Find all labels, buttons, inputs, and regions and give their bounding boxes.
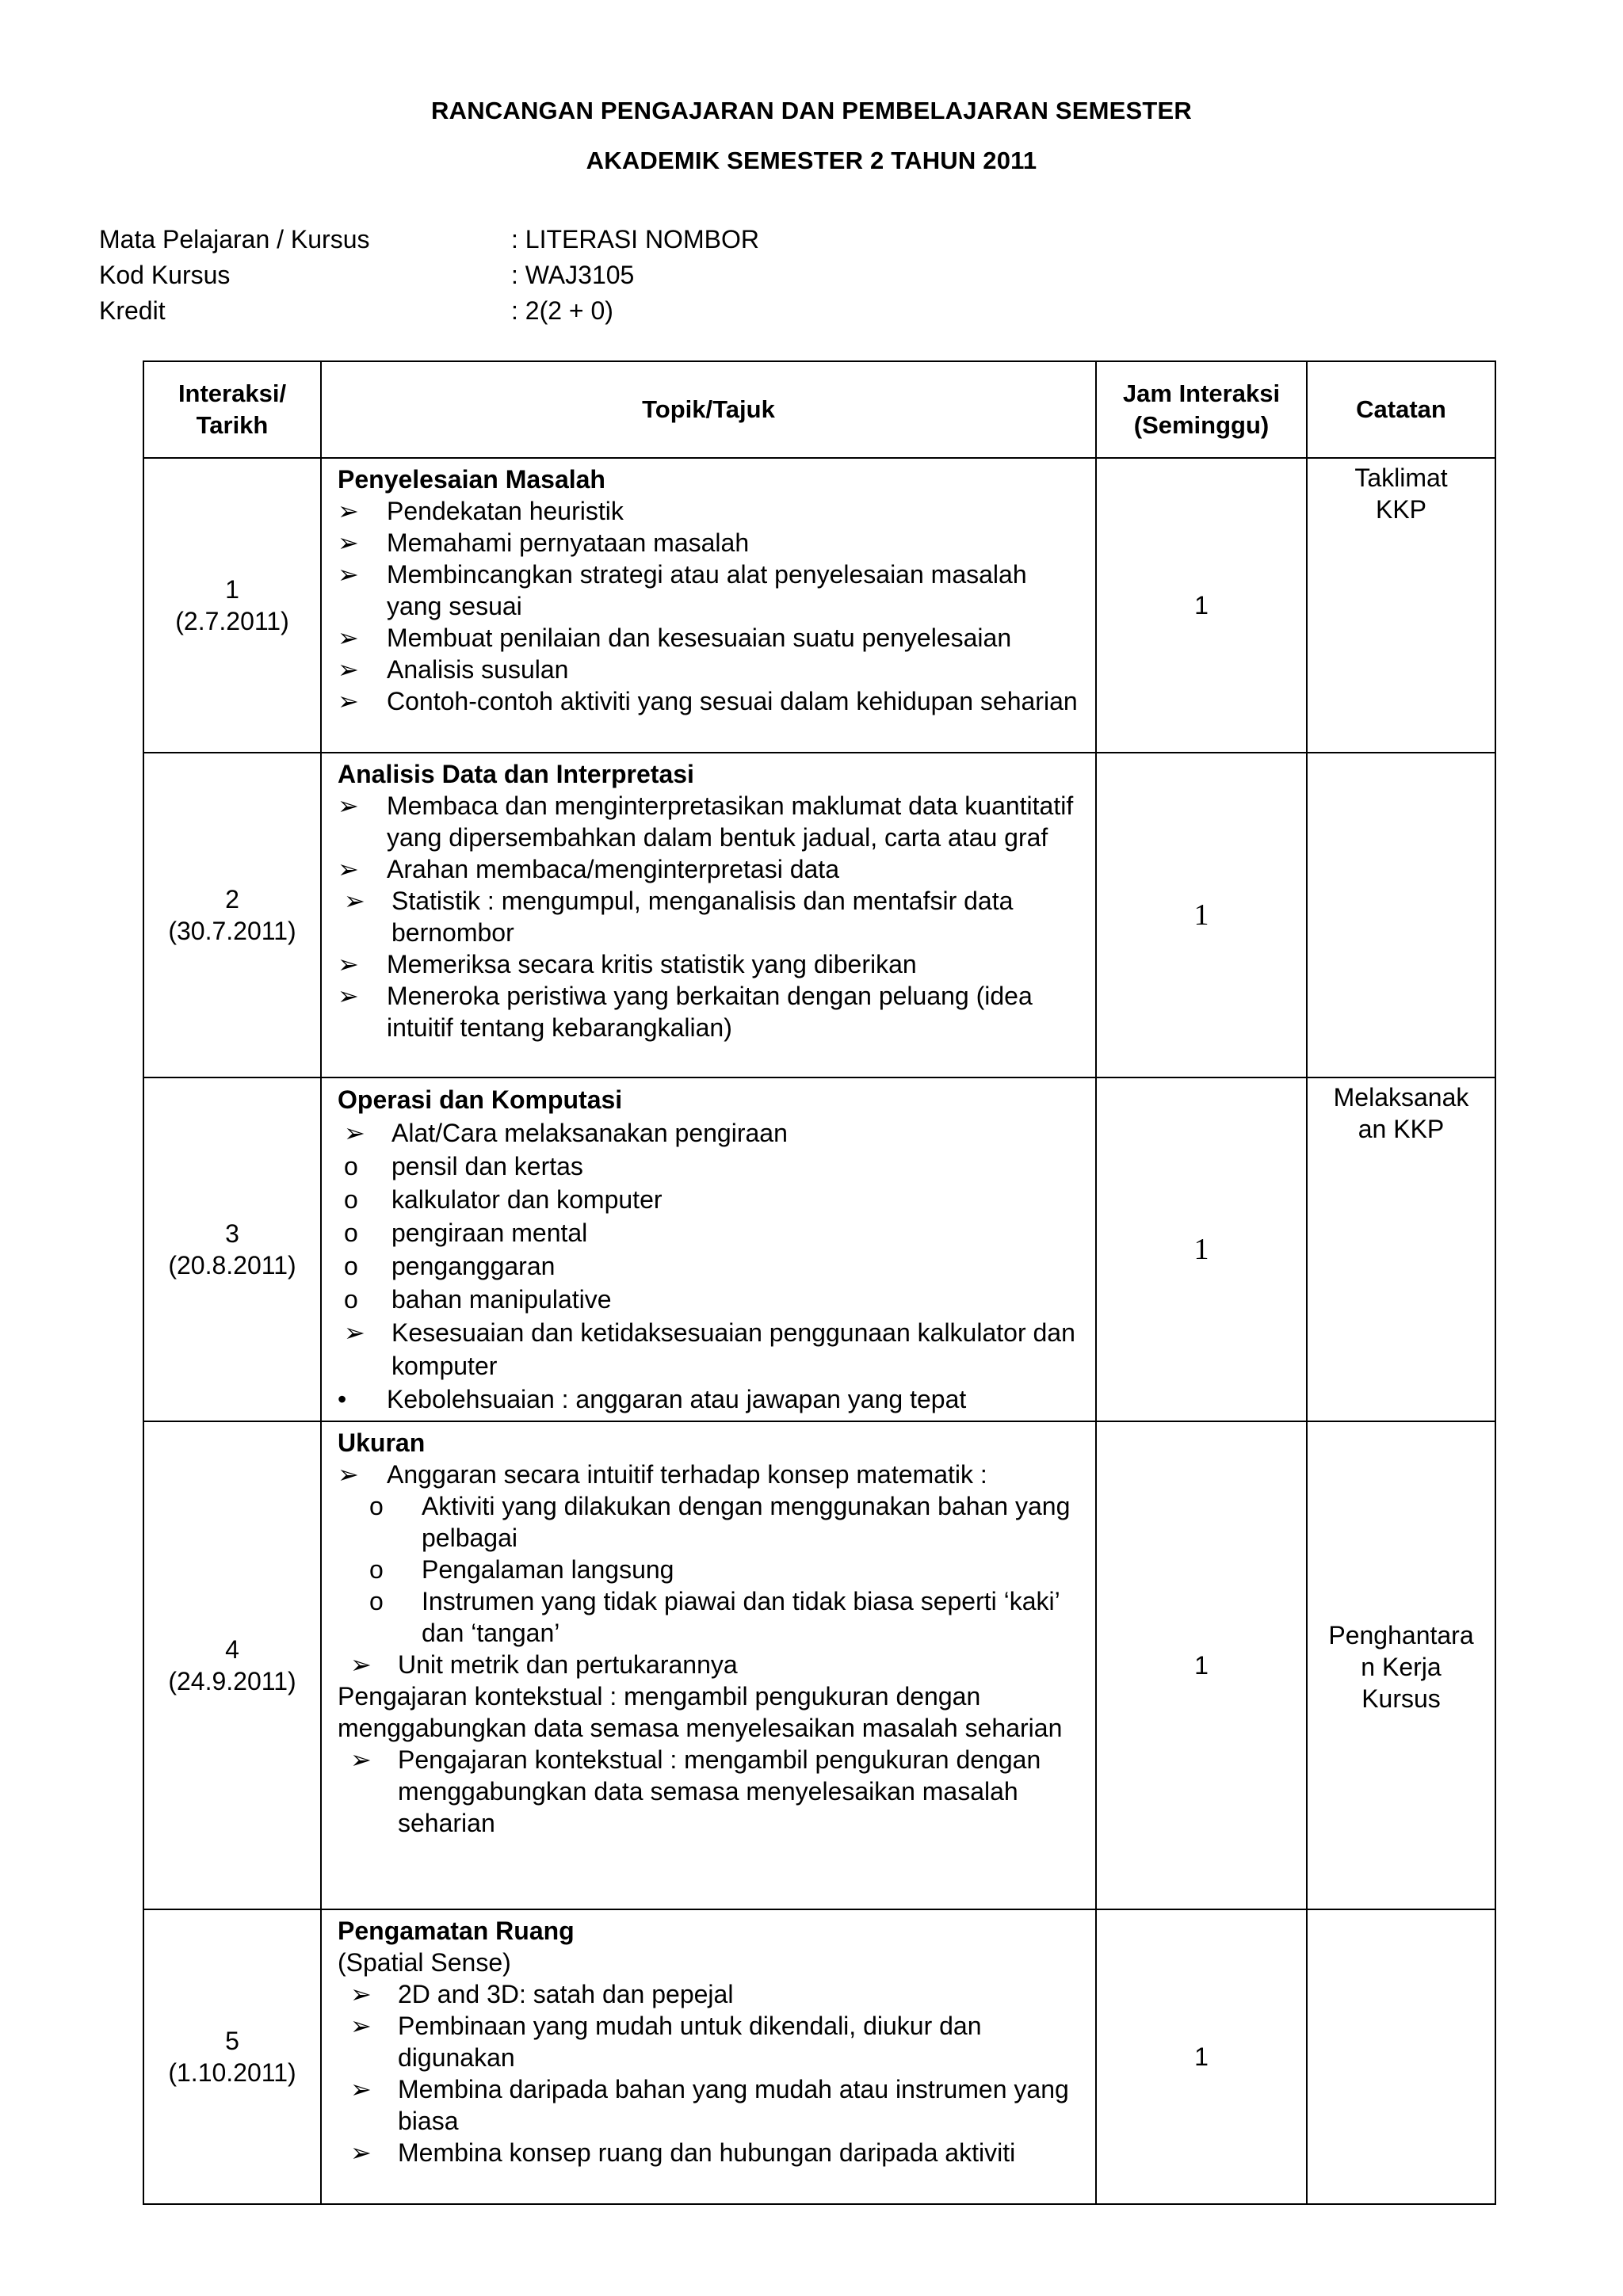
interaction-cell: [143, 458, 321, 753]
header-interaction-date: [143, 361, 321, 458]
topic-cell: [321, 753, 1096, 1077]
list-item: [338, 622, 1087, 654]
topic-heading: Operasi dan Komputasi: [338, 1085, 623, 1114]
topic-heading: Analisis Data dan Interpretasi: [338, 760, 694, 788]
list-item-text: Instrumen yang tidak piawai dan tidak biasa seperti ‘kaki’ dan ‘tangan’: [422, 1587, 1060, 1647]
notes-cell: [1307, 1909, 1495, 2204]
hours-cell: 1: [1096, 753, 1307, 1077]
arrow-bullet-icon: ➢: [350, 1745, 372, 1774]
arrow-bullet-icon: ➢: [344, 887, 365, 915]
arrow-bullet-icon: ➢: [338, 497, 359, 525]
list-item: [338, 1150, 1087, 1183]
list-item-text: penganggaran: [391, 1252, 556, 1280]
interaction-cell: [143, 753, 321, 1077]
list-item: [338, 1459, 1087, 1490]
hours-cell: 1: [1096, 1909, 1307, 2204]
interaction-cell: [143, 1077, 321, 1421]
interaction-date: (30.7.2011): [168, 917, 296, 945]
interaction-number: 4: [225, 1635, 239, 1664]
list-item: [338, 1249, 1087, 1283]
list-item: [338, 1116, 1087, 1150]
circle-bullet-icon: o: [344, 1252, 358, 1280]
list-item: [338, 2010, 1087, 2073]
table-row: [143, 458, 1495, 753]
list-item: [338, 790, 1087, 853]
note-line: Kursus: [1361, 1684, 1441, 1713]
list-item-text: Membina konsep ruang dan hubungan daripada aktiviti: [398, 2138, 1016, 2167]
arrow-bullet-icon: ➢: [338, 1460, 359, 1489]
subject-label: Mata Pelajaran / Kursus: [99, 225, 370, 254]
list-item-text: Anggaran secara intuitif terhadap konsep matematik :: [387, 1460, 987, 1489]
arrow-bullet-icon: ➢: [338, 655, 359, 684]
course-code-value: : WAJ3105: [511, 261, 635, 289]
list-item-text: kalkulator dan komputer: [391, 1185, 663, 1214]
list-item: [338, 1490, 1087, 1554]
arrow-bullet-icon: ➢: [338, 982, 359, 1010]
arrow-bullet-icon: ➢: [338, 950, 359, 978]
list-item: [338, 654, 1087, 685]
note-line: KKP: [1375, 495, 1427, 524]
list-item-text: Contoh-contoh aktiviti yang sesuai dalam kehidupan seharian: [387, 687, 1078, 715]
interaction-cell: [143, 1421, 321, 1909]
list-item-text: Memeriksa secara kritis statistik yang diberikan: [387, 950, 917, 978]
document-title-line1: RANCANGAN PENGAJARAN DAN PEMBELAJARAN SEMESTER: [431, 97, 1192, 124]
circle-bullet-icon: o: [369, 1555, 384, 1584]
arrow-bullet-icon: ➢: [350, 2075, 372, 2103]
list-item: [338, 1216, 1087, 1249]
topic-cell: [321, 1909, 1096, 2204]
list-item-text: Pendekatan heuristik: [387, 497, 624, 525]
list-item: [338, 1383, 1087, 1416]
interaction-number: 2: [225, 885, 239, 913]
hours-cell: 1: [1096, 458, 1307, 753]
arrow-bullet-icon: ➢: [350, 1980, 372, 2008]
list-item: [338, 1585, 1087, 1649]
credit-value: : 2(2 + 0): [511, 296, 613, 325]
list-item-text: Membina daripada bahan yang mudah atau instrumen yang biasa: [398, 2075, 1069, 2135]
list-item: [338, 2137, 1087, 2168]
list-item: [338, 559, 1087, 622]
arrow-bullet-icon: ➢: [338, 855, 359, 883]
notes-cell: [1307, 458, 1495, 753]
arrow-bullet-icon: ➢: [344, 1318, 365, 1347]
list-item: [338, 527, 1087, 559]
note-line: an KKP: [1358, 1115, 1445, 1143]
list-item-text: bahan manipulative: [391, 1285, 612, 1314]
header-notes: Catatan: [1307, 361, 1495, 458]
list-item: [338, 853, 1087, 885]
circle-bullet-icon: o: [369, 1492, 384, 1520]
arrow-bullet-icon: ➢: [338, 687, 359, 715]
list-item: [338, 495, 1087, 527]
interaction-date: (2.7.2011): [175, 607, 289, 635]
arrow-bullet-icon: ➢: [338, 624, 359, 652]
table-row: [143, 1909, 1495, 2204]
arrow-bullet-icon: ➢: [338, 560, 359, 589]
topic-subheading: (Spatial Sense): [338, 1948, 511, 1977]
course-code-label: Kod Kursus: [99, 261, 231, 289]
interaction-date: (20.8.2011): [168, 1251, 296, 1280]
list-item-text: Membincangkan strategi atau alat penyelesaian masalah yang sesuai: [387, 560, 1027, 620]
circle-bullet-icon: o: [344, 1219, 358, 1247]
list-item: [338, 1316, 1087, 1383]
dot-bullet-icon: •: [338, 1385, 347, 1413]
credit-label: Kredit: [99, 296, 166, 325]
list-item-text: Membuat penilaian dan kesesuaian suatu penyelesaian: [387, 624, 1012, 652]
list-item: [338, 685, 1087, 717]
lesson-plan-table: [143, 360, 1496, 2205]
header-hours-line2: (Seminggu): [1133, 411, 1270, 439]
table-row: [143, 1077, 1495, 1421]
header-hours-line1: Jam Interaksi: [1122, 379, 1281, 407]
circle-bullet-icon: o: [344, 1285, 358, 1314]
list-item-text: Membaca dan menginterpretasikan maklumat data kuantitatif yang dipersembahkan dalam bentuk jadual, carta atau graf: [387, 791, 1074, 852]
list-item: [338, 1283, 1087, 1316]
table-row: [143, 1421, 1495, 1909]
list-item-text: Kebolehsuaian : anggaran atau jawapan yang tepat: [387, 1385, 967, 1413]
topic-heading: Ukuran: [338, 1428, 426, 1457]
list-item: [338, 1554, 1087, 1585]
list-item-text: Alat/Cara melaksanakan pengiraan: [391, 1119, 788, 1147]
list-item-text: Pengalaman langsung: [422, 1555, 674, 1584]
notes-cell: [1307, 753, 1495, 1077]
interaction-number: 5: [225, 2027, 239, 2055]
arrow-bullet-icon: ➢: [350, 2012, 372, 2040]
list-item-text: Unit metrik dan pertukarannya: [398, 1650, 738, 1679]
list-item: [338, 885, 1087, 948]
note-line: Melaksanak: [1333, 1083, 1469, 1112]
list-item: [338, 948, 1087, 980]
topic-cell: [321, 458, 1096, 753]
topic-paragraph: Pengajaran kontekstual : mengambil pengukuran dengan menggabungkan data semasa menyelesaikan masalah seharian: [338, 1682, 1063, 1742]
list-item-text: 2D and 3D: satah dan pepejal: [398, 1980, 734, 2008]
header-interaction-line2: Tarikh: [196, 411, 269, 439]
header-topic: Topik/Tajuk: [321, 361, 1096, 458]
notes-cell: [1307, 1077, 1495, 1421]
document-title-line2: AKADEMIK SEMESTER 2 TAHUN 2011: [586, 147, 1037, 174]
circle-bullet-icon: o: [369, 1587, 384, 1615]
subject-value: : LITERASI NOMBOR: [511, 225, 759, 254]
list-item-text: Pembinaan yang mudah untuk dikendali, diukur dan digunakan: [398, 2012, 982, 2072]
header-interaction-line1: Interaksi/: [178, 379, 287, 407]
arrow-bullet-icon: ➢: [338, 791, 359, 820]
note-line: Penghantara: [1328, 1621, 1474, 1650]
topic-heading: Penyelesaian Masalah: [338, 465, 605, 494]
note-line: n Kerja: [1361, 1653, 1442, 1681]
topic-cell: [321, 1421, 1096, 1909]
arrow-bullet-icon: ➢: [338, 528, 359, 557]
list-item: [338, 2073, 1087, 2137]
list-item-text: Arahan membaca/menginterpretasi data: [387, 855, 839, 883]
interaction-cell: [143, 1909, 321, 2204]
list-item-text: Analisis susulan: [387, 655, 569, 684]
list-item: [338, 1978, 1087, 2010]
arrow-bullet-icon: ➢: [350, 1650, 372, 1679]
list-item-text: Meneroka peristiwa yang berkaitan dengan peluang (idea intuitif tentang kebarangkalian): [387, 982, 1033, 1042]
list-item-text: pensil dan kertas: [391, 1152, 583, 1180]
interaction-date: (24.9.2011): [168, 1667, 296, 1695]
list-item: [338, 980, 1087, 1043]
list-item: [338, 1183, 1087, 1216]
interaction-number: 1: [225, 575, 239, 604]
list-item-text: Pengajaran kontekstual : mengambil pengukuran dengan menggabungkan data semasa menyelesaikan masalah seharian: [398, 1745, 1041, 1837]
notes-cell: [1307, 1421, 1495, 1909]
interaction-date: (1.10.2011): [168, 2058, 296, 2087]
list-item-text: Kesesuaian dan ketidaksesuaian penggunaan kalkulator dan komputer: [391, 1318, 1075, 1380]
note-line: Taklimat: [1354, 463, 1448, 492]
hours-cell: 1: [1096, 1077, 1307, 1421]
table-row: [143, 753, 1495, 1077]
table-header-row: [143, 361, 1495, 458]
interaction-number: 3: [225, 1219, 239, 1248]
circle-bullet-icon: o: [344, 1152, 358, 1180]
hours-cell: 1: [1096, 1421, 1307, 1909]
list-item-text: Statistik : mengumpul, menganalisis dan mentafsir data bernombor: [391, 887, 1014, 947]
topic-heading: Pengamatan Ruang: [338, 1917, 575, 1945]
header-hours: [1096, 361, 1307, 458]
list-item-text: Memahami pernyataan masalah: [387, 528, 750, 557]
list-item: [338, 1744, 1087, 1839]
topic-cell: [321, 1077, 1096, 1421]
arrow-bullet-icon: ➢: [344, 1119, 365, 1147]
list-item-text: Aktiviti yang dilakukan dengan menggunakan bahan yang pelbagai: [422, 1492, 1071, 1552]
list-item: [338, 1649, 1087, 1680]
arrow-bullet-icon: ➢: [350, 2138, 372, 2167]
circle-bullet-icon: o: [344, 1185, 358, 1214]
list-item-text: pengiraan mental: [391, 1219, 588, 1247]
